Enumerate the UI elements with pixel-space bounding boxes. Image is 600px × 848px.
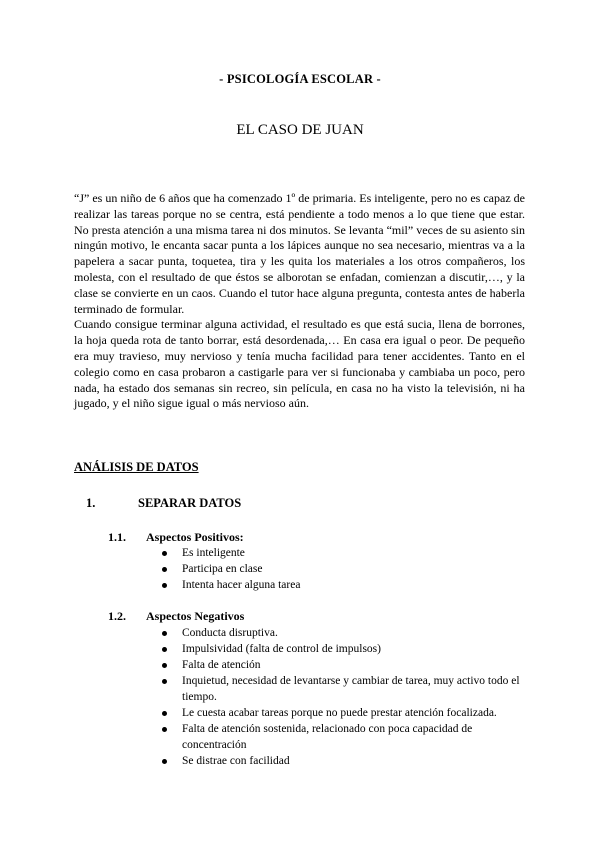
list-item: Conducta disruptiva. [162, 625, 524, 641]
subsection-label: Aspectos Negativos [146, 609, 245, 623]
positive-aspects-list [162, 545, 524, 593]
list-item: Le cuesta acabar tareas porque no puede prestar atención focalizada. [162, 705, 524, 721]
list-item: Se distrae con facilidad [162, 753, 524, 769]
list-item: Participa en clase [162, 561, 524, 577]
case-paragraph-1: “J” es un niño de 6 años que ha comenzado 1º de primaria. Es inteligente, pero no es capaz de realizar las tareas porque no se centra, está pendiente a todo menos a lo que tiene que estar. No presta atención a una misma tarea ni dos minutos. Se levanta “mil” veces de su asiento sin ningún motivo, le encanta sacar punta a los lápices aunque no sea necesario, mientras va a la papelera a sacar punta, toquetea, tira y les quita los materiales a los otros compañeros, los molesta, con el resultado de que éstos se alborotan se enfadan, comienzan a discutir,…, y la clase se convierte en un caos. Cuando el tutor hace alguna pregunta, contesta antes de haberla terminado de formular. [74, 191, 525, 316]
positive-aspects-heading [108, 530, 244, 545]
list-item: Falta de atención [162, 657, 524, 673]
section-number: 1. [86, 496, 96, 510]
subsection-label: Aspectos Positivos: [146, 530, 244, 544]
list-item: Impulsividad (falta de control de impulsos) [162, 641, 524, 657]
list-item: Es inteligente [162, 545, 524, 561]
list-item: Intenta hacer alguna tarea [162, 577, 524, 593]
section-label: SEPARAR DATOS [138, 496, 242, 510]
negative-aspects-list [162, 625, 524, 769]
list-item: Inquietud, necesidad de levantarse y cambiar de tarea, muy activo todo el tiempo. [162, 673, 524, 705]
negative-aspects-heading [108, 609, 244, 624]
list-item: Falta de atención sostenida, relacionado con poca capacidad de concentración [162, 721, 524, 753]
case-paragraph-2: Cuando consigue terminar alguna actividad, el resultado es que está sucia, llena de borrones, la hoja queda rota de tanto borrar, está desordenada,… En casa era igual o peor. De pequeño era muy travieso, muy nervioso y tenía mucha facilidad para tener accidentes. Tanto en el colegio como en casa probaron a castigarle para ver si funcionaba y cambiaba un poco, pero nada, ha estado dos semanas sin recreo, sin película, en casa no ha visto la televisión, ni ha jugado, y el niño sigue igual o más nervioso aún. [74, 317, 525, 411]
subsection-number: 1.1. [108, 530, 126, 544]
page-title: EL CASO DE JUAN [236, 122, 364, 138]
analysis-heading: ANÁLISIS DE DATOS [74, 460, 199, 474]
subsection-number: 1.2. [108, 609, 126, 623]
subject-header: - PSICOLOGÍA ESCOLAR - [219, 72, 381, 86]
section-separar-datos [86, 496, 241, 511]
case-description [74, 191, 525, 412]
